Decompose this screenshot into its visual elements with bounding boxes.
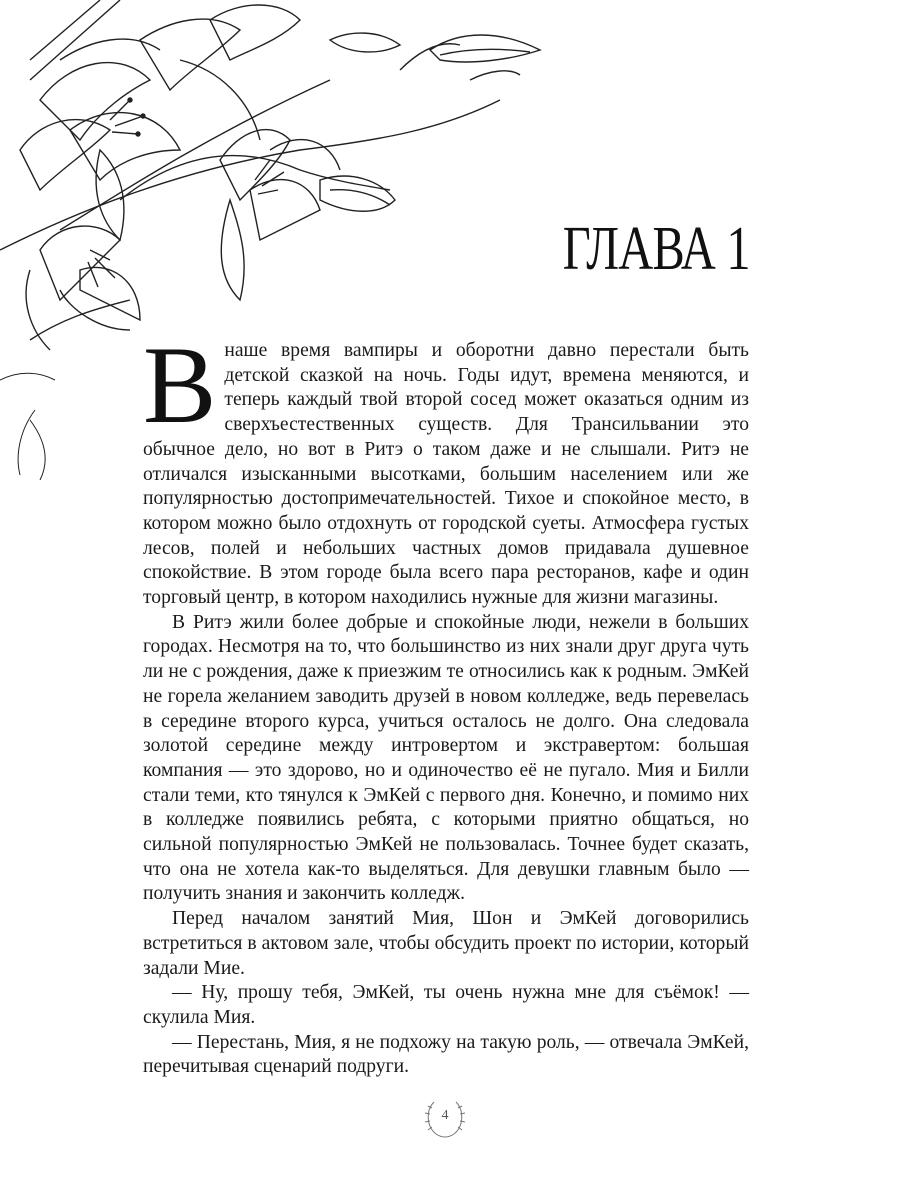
chapter-body (143, 324, 749, 1080)
page-number-ornament (420, 1094, 470, 1144)
paragraph: В Ритэ жили более добрые и спокойные люди, нежели в больших городах. Несмотря на то, что большинство из них знали друг друга чуть ли не с рождения, даже к приезжим те относились как к родным. ЭмКей не горела желанием заводить друзей в новом колледже, ведь перевелась в середине второго курса, учиться осталось не долго. Она следовала золотой середине между интровертом и экстравертом: большая компания — это здорово, но и одиночество её не пугало. Мия и Билли стали теми, кто тянулся к ЭмКей с первого дня. Конечно, и помимо них в колледже появились ребята, с которыми приятно общаться, но сильной популярностью ЭмКей не пользовалась. Точнее будет сказать, что она не хотела как-то выделяться. Для девушки главным было — получить знания и закончить колледж. (143, 611, 749, 905)
page-number: 4 (441, 1108, 449, 1123)
paragraph: — Ну, прошу тебя, ЭмКей, ты очень нужна мне для съёмок! — скулила Мия. (143, 982, 749, 1028)
first-paragraph-text: наше время вампиры и оборотни давно перестали быть детской сказкой на ночь. Годы идут, времена меняются, и теперь каждый твой второй сосед может оказаться одним из сверхъестественных существ. Для Трансильвании это обычное дело, но вот в Ритэ о таком даже и не слышали. Ритэ не отличался изысканными высотками, большим населением или же популярностью достопримечательностей. Тихое и спокойное место, в котором можно было отдохнуть от городской суеты. Атмосфера густых лесов, полей и небольших частных домов придавала душевное спокойствие. В этом городе была всего пара ресторанов, кафе и один торговый центр, в котором находились нужные для жизни магазины. (143, 340, 749, 609)
first-paragraph (143, 324, 749, 611)
chapter-title: ГЛАВА 1 (563, 215, 750, 283)
drop-cap-letter: В (143, 324, 217, 446)
paragraph: Перед началом занятий Мия, Шон и ЭмКей договорились встретиться в актовом зале, чтобы обсудить проект по истории, который задали Мие. (143, 908, 749, 979)
paragraph: — Перестань, Мия, я не подхожу на такую роль, — отвечала ЭмКей, перечитывая сценарий подруги. (143, 1031, 749, 1078)
